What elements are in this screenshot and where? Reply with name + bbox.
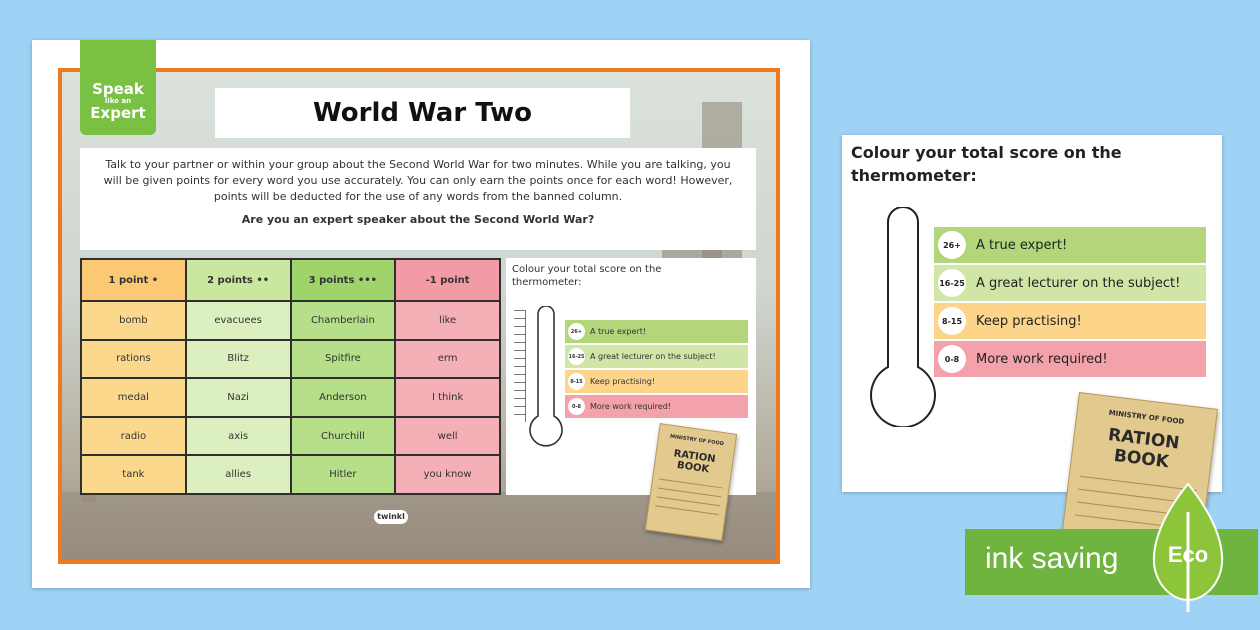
table-cell: Churchill: [292, 418, 395, 455]
badge-line-2: like an: [104, 97, 132, 105]
mini-score-row: [565, 370, 748, 393]
mini-score-range: 26+: [568, 323, 585, 340]
badge-line-3: Expert: [90, 104, 146, 122]
table-cell: erm: [396, 341, 499, 378]
score-row: [934, 265, 1206, 301]
table-cell: Chamberlain: [292, 302, 395, 339]
ration-book-title-large: RATION BOOK: [1107, 424, 1181, 473]
word-table: [80, 258, 501, 495]
mini-score-label: More work required!: [590, 402, 672, 411]
score-range: 0-8: [938, 345, 966, 373]
table-cell: rations: [82, 341, 185, 378]
score-row: [934, 341, 1206, 377]
table-cell: radio: [82, 418, 185, 455]
table-cell: well: [396, 418, 499, 455]
table-cell: tank: [82, 456, 185, 493]
table-cell: axis: [187, 418, 290, 455]
table-cell: you know: [396, 456, 499, 493]
score-label: A true expert!: [976, 237, 1068, 253]
mini-score-label: Keep practising!: [590, 377, 656, 386]
table-cell: like: [396, 302, 499, 339]
mini-thermometer-scale: [514, 310, 526, 422]
table-cell: I think: [396, 379, 499, 416]
intro-question: Are you an expert speaker about the Second World War?: [241, 213, 595, 226]
score-row: [934, 303, 1206, 339]
mini-score-range: 16-25: [568, 348, 585, 365]
table-cell: evacuees: [187, 302, 290, 339]
mini-score-title: Colour your total score on the thermometer:: [512, 264, 662, 288]
ration-book-top: MINISTRY OF FOOD: [669, 433, 725, 448]
score-range: 26+: [938, 231, 966, 259]
score-range: 16-25: [938, 269, 966, 297]
ration-book-image: [645, 423, 737, 541]
mini-score-row: [565, 320, 748, 343]
speak-like-an-expert-badge: [80, 40, 156, 135]
table-cell: Nazi: [187, 379, 290, 416]
score-row: [934, 227, 1206, 263]
page-title: World War Two: [215, 88, 630, 138]
badge-line-1: Speak: [92, 80, 144, 98]
mini-score-label: A great lecturer on the subject!: [590, 352, 716, 361]
eco-badge-label: Eco: [1167, 542, 1209, 567]
intro-box: [80, 148, 756, 250]
table-cell: Spitfire: [292, 341, 395, 378]
mini-score-range: 0-8: [568, 398, 585, 415]
mini-score-row: [565, 345, 748, 368]
table-cell: medal: [82, 379, 185, 416]
table-header: -1 point: [396, 260, 499, 300]
table-cell: allies: [187, 456, 290, 493]
score-label: A great lecturer on the subject!: [976, 275, 1181, 291]
ink-saving-label: ink saving: [985, 542, 1119, 575]
intro-paragraph: Talk to your partner or within your group about the Second World War for two minutes. While you are talking, you will be given points for every word you use accurately. You can only earn the points once for each word! However, points will be deducted for the use of any words from the banned column.: [103, 158, 733, 203]
score-card-title: Colour your total score on the thermometer:: [851, 143, 1122, 185]
ration-book-top-large: MINISTRY OF FOOD: [1108, 408, 1185, 426]
table-header: 3 points •••: [292, 260, 395, 300]
thermometer-icon: [868, 207, 938, 427]
score-label: More work required!: [976, 351, 1108, 367]
score-label: Keep practising!: [976, 313, 1082, 329]
table-cell: Anderson: [292, 379, 395, 416]
table-cell: Blitz: [187, 341, 290, 378]
ration-book-title: RATION BOOK: [672, 448, 717, 476]
table-header: 1 point •: [82, 260, 185, 300]
mini-score-row: [565, 395, 748, 418]
mini-score-range: 8-15: [568, 373, 585, 390]
mini-thermometer-icon: [528, 306, 564, 456]
mini-score-label: A true expert!: [590, 327, 647, 336]
twinkl-logo: twinkl: [374, 510, 408, 524]
table-cell: bomb: [82, 302, 185, 339]
table-cell: Hitler: [292, 456, 395, 493]
table-header: 2 points ••: [187, 260, 290, 300]
score-range: 8-15: [938, 307, 966, 335]
